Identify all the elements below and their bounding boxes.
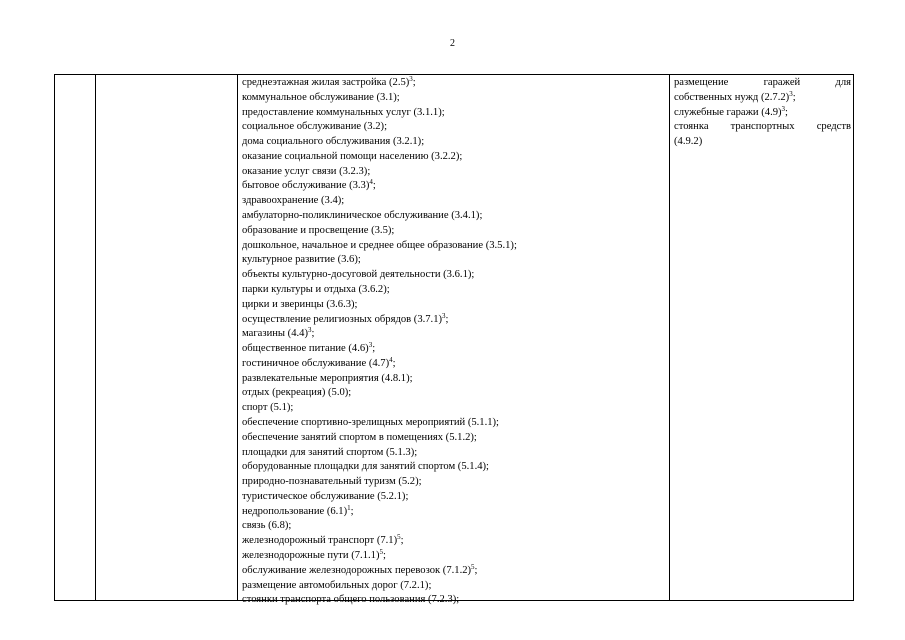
main-use-item (242, 579, 667, 594)
main-use-item (242, 224, 667, 239)
main-use-item-text: железнодорожные пути (7.1.1) (242, 550, 380, 561)
auxiliary-use-item (674, 120, 851, 135)
main-use-item-text: дома социального обслуживания (3.2.1); (242, 136, 425, 148)
main-use-item-text: цирки и зверинцы (3.6.3); (242, 298, 358, 310)
main-use-item (242, 283, 667, 298)
main-use-item (242, 135, 667, 150)
main-use-item (242, 106, 667, 121)
main-use-item (242, 505, 667, 520)
auxiliary-use-item-text: собственных нужд (2.7.2) (674, 91, 790, 103)
main-use-item-end: ; (392, 357, 396, 369)
main-use-item-text: гостиничное обслуживание (4.7) (242, 357, 390, 369)
main-use-item (242, 268, 667, 283)
main-use-item-text: оказание услуг связи (3.2.3); (242, 165, 371, 177)
auxiliary-use-item-text: служебные гаражи (4.9) (674, 106, 782, 118)
main-use-item-text: железнодорожный транспорт (7.1) (242, 535, 398, 547)
main-use-item (242, 150, 667, 165)
main-use-item-end: ; (412, 77, 416, 88)
main-use-item (242, 239, 667, 254)
footnote-marker: 1 (347, 503, 351, 512)
main-use-item-text: бытовое обслуживание (3.3) (242, 180, 370, 192)
main-use-item-text: природно-познавательный туризм (5.2); (242, 476, 422, 488)
auxiliary-use-item (674, 106, 851, 121)
main-use-item (242, 165, 667, 180)
main-use-item-text: стоянки транспорта общего пользования (7.2.3); (242, 594, 460, 606)
main-use-item-text: здравоохранение (3.4); (242, 195, 345, 207)
footnote-marker: 5 (397, 533, 401, 542)
main-use-item (242, 490, 667, 505)
table-row (55, 75, 854, 601)
main-use-item-text: развлекательные мероприятия (4.8.1); (242, 372, 413, 384)
auxiliary-use-item-end: ; (792, 91, 796, 103)
main-use-item (242, 519, 667, 534)
main-use-item-text: оказание социальной помощи населению (3.2.2); (242, 150, 463, 162)
main-use-item (242, 313, 667, 328)
main-use-item-end: ; (372, 180, 376, 192)
main-use-item (242, 549, 667, 564)
main-use-item-text: туристическое обслуживание (5.2.1); (242, 490, 409, 502)
main-use-item-text: магазины (4.4) (242, 328, 308, 340)
main-use-item (242, 534, 667, 549)
main-use-item-end: ; (372, 343, 376, 355)
main-use-item-text: обслуживание железнодорожных перевозок (7.1.2) (242, 564, 472, 576)
auxiliary-use-item (674, 91, 851, 106)
main-use-item-end: ; (445, 313, 449, 325)
page-number: 2 (450, 38, 455, 49)
main-use-item-text: образование и просвещение (3.5); (242, 224, 395, 236)
footnote-marker: 3 (781, 104, 786, 113)
footnote-marker: 3 (368, 341, 373, 350)
main-use-item-text: предоставление коммунальных услуг (3.1.1); (242, 106, 445, 118)
main-use-item (242, 327, 667, 342)
footnote-marker: 4 (369, 178, 373, 187)
main-use-item-text: спорт (5.1); (242, 402, 294, 414)
main-use-item (242, 372, 667, 387)
table-cell-main-uses (238, 75, 670, 606)
main-use-item-text: среднеэтажная жилая застройка (2.5) (242, 77, 410, 88)
main-use-item (242, 209, 667, 224)
main-use-item-text: культурное развитие (3.6); (242, 254, 361, 266)
auxiliary-use-item-text: (4.9.2) (674, 136, 703, 148)
main-use-item (242, 253, 667, 268)
main-use-item (242, 342, 667, 357)
main-use-item (242, 475, 667, 490)
zoning-table (54, 74, 854, 606)
main-use-item (242, 431, 667, 446)
auxiliary-use-item-text: размещение гаражей для (674, 77, 851, 88)
footnote-marker: 3 (789, 89, 793, 98)
main-use-item-text: размещение автомобильных дорог (7.2.1); (242, 579, 432, 591)
main-use-item (242, 564, 667, 579)
main-use-item (242, 179, 667, 194)
auxiliary-use-item (674, 135, 851, 150)
main-use-item-text: обеспечение занятий спортом в помещениях (5.1.2); (242, 431, 477, 443)
main-use-item-text: связь (6.8); (242, 520, 292, 532)
footnote-marker: 4 (389, 355, 393, 364)
main-use-item (242, 298, 667, 313)
main-use-item-text: оборудованные площадки для занятий спортом (5.1.4); (242, 461, 489, 473)
main-use-item (242, 460, 667, 475)
main-use-item-end: ; (382, 550, 386, 561)
main-use-item-text: объекты культурно-досуговой деятельности (3.6.1); (242, 269, 475, 281)
table-cell-zone (96, 75, 238, 601)
main-use-item-text: парки культуры и отдыха (3.6.2); (242, 283, 390, 295)
main-use-item-text: социальное обслуживание (3.2); (242, 121, 388, 133)
main-use-item-end: ; (400, 535, 404, 547)
main-use-item-text: отдых (рекреация) (5.0); (242, 387, 352, 399)
main-use-item-text: недропользование (6.1) (242, 505, 348, 517)
main-use-item-text: площадки для занятий спортом (5.1.3); (242, 446, 418, 458)
main-uses-list (238, 75, 669, 606)
main-use-item (242, 401, 667, 416)
auxiliary-use-item-end: ; (785, 106, 788, 118)
table-cell-auxiliary-uses (670, 75, 854, 601)
footnote-marker: 3 (409, 75, 413, 83)
auxiliary-uses-list (670, 75, 853, 150)
footnote-marker: 5 (379, 548, 383, 556)
table-cell-number (55, 75, 96, 601)
main-use-item-end: ; (350, 505, 354, 517)
main-use-item-end: ; (474, 564, 478, 576)
main-use-item (242, 593, 667, 608)
auxiliary-use-item (674, 76, 851, 91)
main-use-item (242, 446, 667, 461)
main-use-item (242, 91, 667, 106)
main-use-item-text: коммунальное обслуживание (3.1); (242, 91, 400, 103)
main-use-item (242, 357, 667, 372)
main-use-item-text: обеспечение спортивно-зрелищных мероприятий (5.1.1); (242, 416, 500, 428)
main-use-item-text: осуществление религиозных обрядов (3.7.1) (242, 313, 443, 325)
auxiliary-use-item-text: стоянка транспортных средств (674, 121, 851, 133)
footnote-marker: 3 (307, 326, 312, 335)
main-use-item-end: ; (311, 328, 315, 340)
footnote-marker: 3 (442, 311, 446, 320)
main-use-item (242, 386, 667, 401)
main-use-item-text: амбулаторно-поликлиническое обслуживание (3.4.1); (242, 210, 483, 222)
main-use-item (242, 120, 667, 135)
main-use-item-text: общественное питание (4.6) (242, 343, 369, 355)
main-use-item (242, 194, 667, 209)
main-use-item (242, 76, 667, 91)
main-use-item-text: дошкольное, начальное и среднее общее образование (3.5.1); (242, 239, 517, 251)
main-use-item (242, 416, 667, 431)
footnote-marker: 5 (471, 562, 475, 571)
